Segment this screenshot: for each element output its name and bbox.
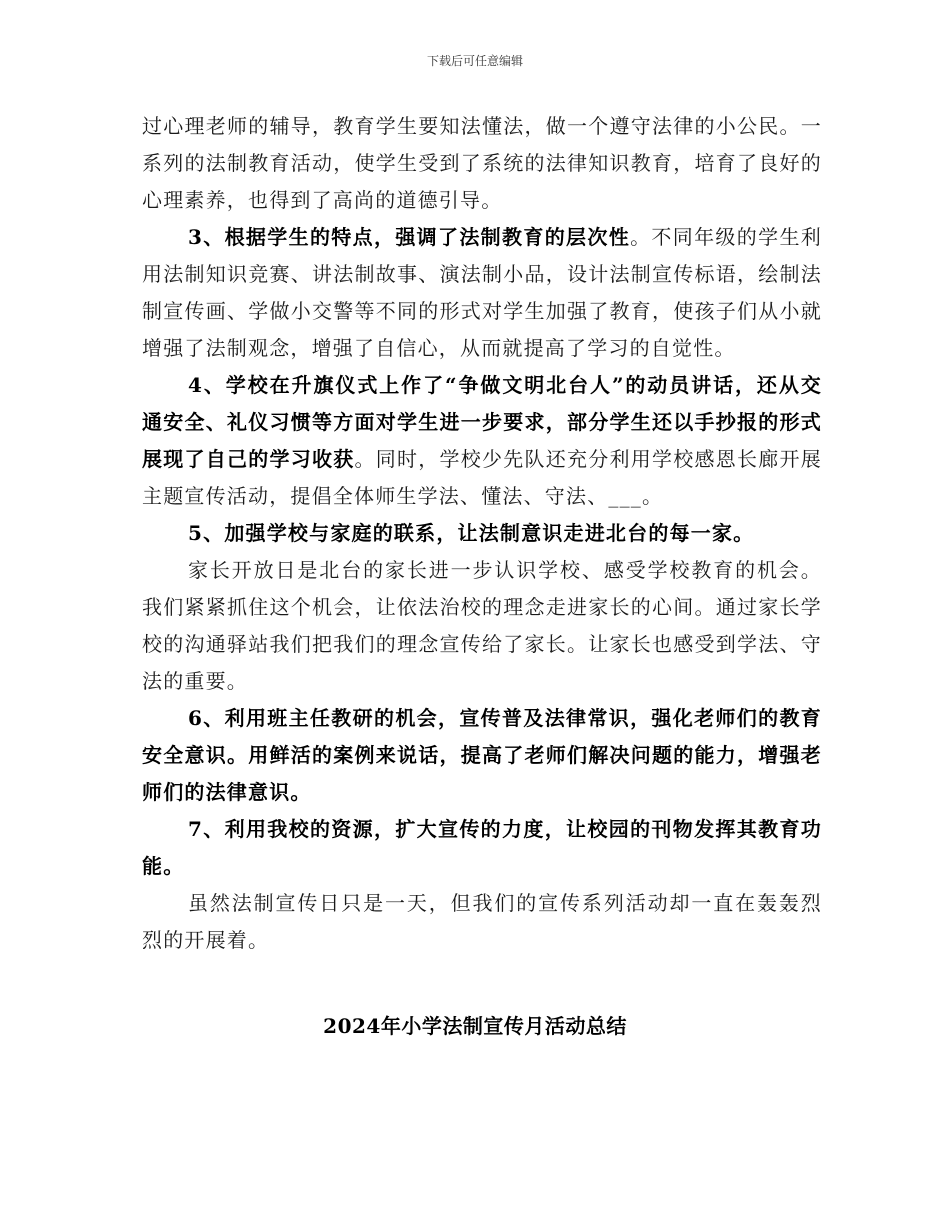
paragraph-closing: 虽然法制宣传日只是一天，但我们的宣传系列活动却一直在轰轰烈烈的开展着。: [142, 891, 822, 952]
document-body: [142, 108, 822, 959]
page-header: 下载后可任意编辑: [426, 54, 523, 68]
paragraph-item-4: [142, 367, 822, 515]
item-3-text: 。不同年级的学生利用法制知识竞赛、讲法制故事、演法制小品，设计法制宣传标语，绘制法制宣传画、学做小交警等不同的形式对学生加强了教育，使孩子们从小就增强了法制观念，增强了自信心，从而就提高了学习的自觉性。: [142, 225, 822, 360]
item-4-heading: 4、学校在升旗仪式上作了“争做文明北台人”的动员讲话，还从交通安全、礼仪习惯等方面对学生进一步要求，部分学生还以手抄报的形式展现了自己的学习收获: [142, 373, 822, 471]
paragraph-item-5-body: 家长开放日是北台的家长进一步认识学校、感受学校教育的机会。我们紧紧抓住这个机会，让依法治校的理念走进家长的心间。通过家长学校的沟通驿站我们把我们的理念宣传给了家长。让家长也感受到学法、守法的重要。: [142, 558, 822, 693]
section-title: 2024年小学法制宣传月活动总结: [323, 1014, 627, 1038]
item-3-heading: 3、根据学生的特点，强调了法制教育的层次性: [188, 225, 631, 249]
paragraph-item-6: 6、利用班主任教研的机会，宣传普及法律常识，强化老师们的教育安全意识。用鲜活的案例来说话，提高了老师们解决问题的能力，增强老师们的法律意识。: [142, 706, 822, 804]
paragraph-item-3: [142, 219, 822, 367]
paragraph-item-5: 5、加强学校与家庭的联系，让法制意识走进北台的每一家。: [188, 521, 755, 545]
paragraph-item-7: 7、利用我校的资源，扩大宣传的力度，让校园的刊物发挥其教育功能。: [142, 817, 822, 878]
paragraph-1: 过心理老师的辅导，教育学生要知法懂法，做一个遵守法律的小公民。一系列的法制教育活动，使学生受到了系统的法律知识教育，培育了良好的心理素养，也得到了高尚的道德引导。: [142, 114, 822, 212]
item-4-text: 。同时，学校少先队还充分利用学校感恩长廊开展主题宣传活动，提倡全体师生学法、懂法、守法、___。: [142, 447, 822, 508]
